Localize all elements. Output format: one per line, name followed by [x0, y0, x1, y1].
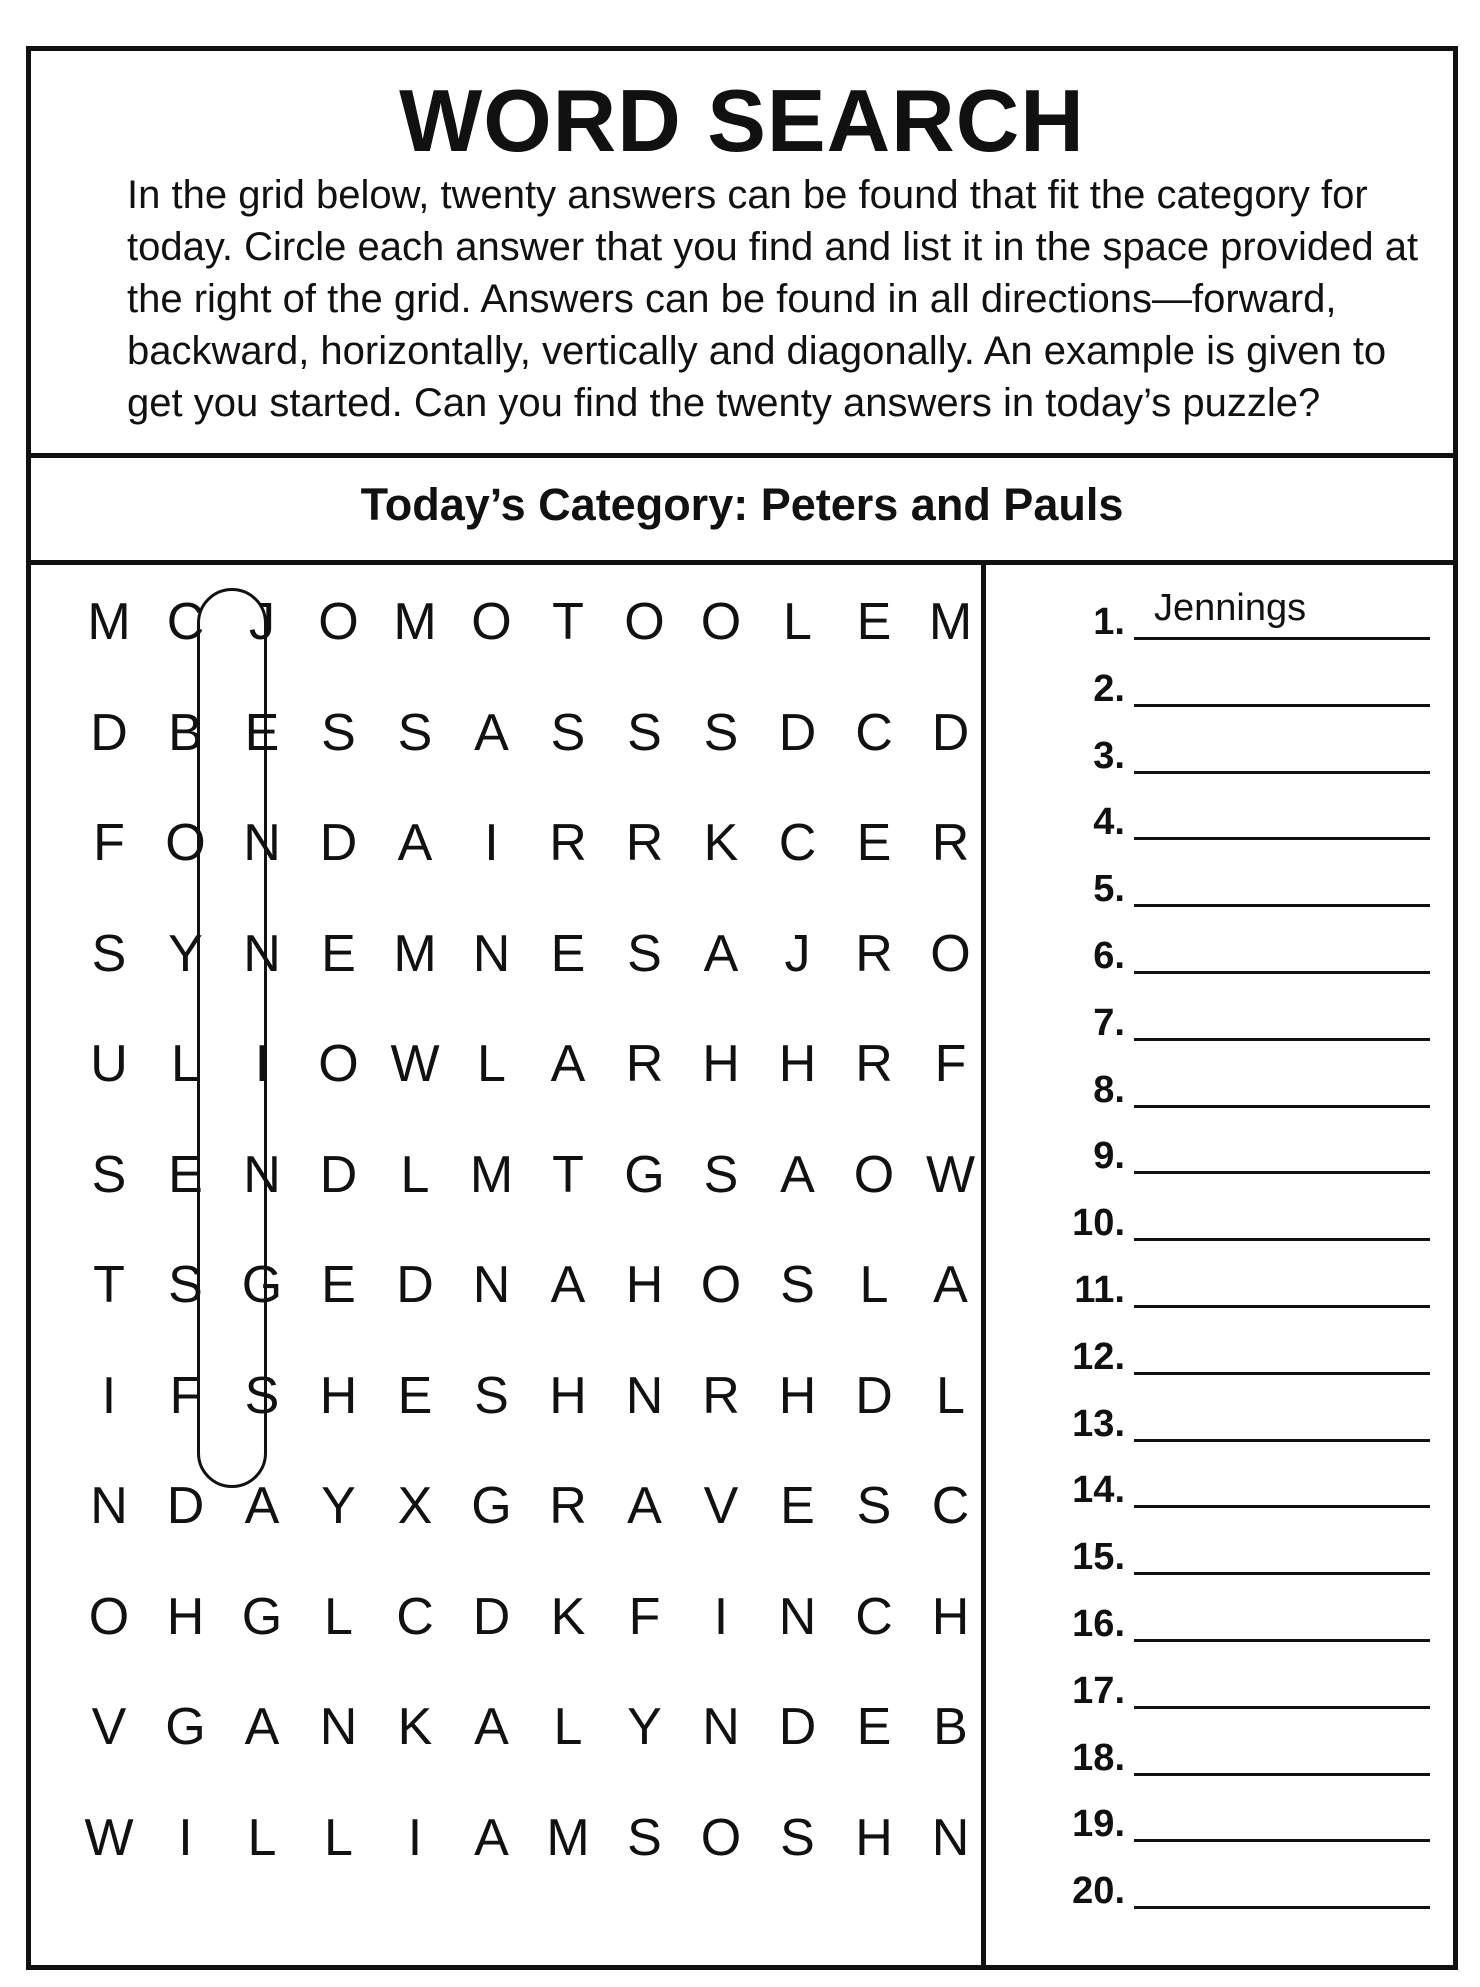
grid-letter[interactable]: A	[550, 1256, 586, 1314]
answer-row	[986, 784, 1453, 844]
grid-letter[interactable]: M	[469, 1145, 514, 1204]
answer-number: 8.	[1093, 1068, 1125, 1111]
grid-letter[interactable]: J	[249, 593, 275, 651]
answer-blank[interactable]	[1134, 1255, 1430, 1308]
answer-number: 5.	[1093, 868, 1125, 911]
grid-letter[interactable]: A	[474, 703, 509, 762]
header-section	[31, 51, 1453, 458]
grid-letter[interactable]: D	[396, 1256, 434, 1314]
grid-letter[interactable]: O	[930, 924, 971, 983]
grid-letter[interactable]: M	[928, 593, 973, 651]
answer-blank[interactable]	[1134, 787, 1430, 840]
grid-letter[interactable]: A	[933, 1256, 968, 1314]
answer-blank[interactable]	[1134, 1455, 1430, 1508]
answer-number: 2.	[1093, 667, 1125, 710]
answer-blank[interactable]	[1134, 1121, 1430, 1174]
answer-row	[986, 1786, 1453, 1846]
grid-letter[interactable]: H	[319, 1366, 358, 1425]
puzzle-frame	[26, 46, 1458, 1970]
grid-letter[interactable]: S	[780, 1808, 815, 1867]
grid-letter[interactable]: N	[243, 814, 281, 872]
grid-letter[interactable]: M	[87, 593, 131, 651]
answer-row	[986, 651, 1453, 711]
grid-letter[interactable]: N	[702, 1698, 740, 1756]
grid-letter[interactable]: I	[254, 1035, 270, 1093]
answer-number: 17.	[1072, 1669, 1125, 1712]
answer-row	[986, 1386, 1453, 1446]
grid-letter[interactable]: I	[484, 814, 499, 872]
grid-letter[interactable]: S	[856, 1477, 892, 1535]
grid-letter[interactable]: I	[407, 1808, 423, 1867]
grid-letter[interactable]: S	[168, 1256, 203, 1314]
grid-letter[interactable]: O	[853, 1145, 895, 1204]
grid-letter[interactable]: R	[549, 1477, 587, 1535]
grid-letter[interactable]: E	[321, 1256, 356, 1314]
grid-letter[interactable]: W	[390, 1035, 440, 1093]
answer-row	[986, 1319, 1453, 1379]
grid-letter[interactable]: A	[780, 1145, 815, 1204]
grid-letter[interactable]: R	[855, 1035, 893, 1093]
grid-letter[interactable]: G	[241, 1256, 283, 1314]
grid-letter[interactable]: G	[471, 1477, 512, 1535]
answer-row	[986, 1252, 1453, 1312]
answer-blank[interactable]	[1134, 1723, 1430, 1776]
grid-letter[interactable]: T	[552, 593, 584, 651]
grid-letter[interactable]: R	[931, 814, 970, 872]
grid-letter[interactable]: Y	[321, 1477, 356, 1535]
grid-letter[interactable]: D	[931, 703, 970, 762]
answer-row	[986, 718, 1453, 778]
grid-letter[interactable]: L	[324, 1808, 353, 1867]
grid-letter[interactable]: S	[780, 1256, 815, 1314]
grid-letter[interactable]: H	[625, 1256, 664, 1314]
grid-letter[interactable]: L	[553, 1698, 583, 1756]
grid-letter[interactable]: D	[90, 703, 128, 762]
answer-number: 15.	[1072, 1536, 1125, 1579]
grid-letter[interactable]: E	[168, 1145, 203, 1204]
grid-letter[interactable]: O	[471, 593, 512, 651]
grid-letter[interactable]: A	[474, 1808, 509, 1867]
answer-row	[986, 1653, 1453, 1713]
grid-letter[interactable]: S	[703, 1145, 739, 1204]
answer-blank[interactable]	[1134, 721, 1430, 774]
example-answer-circle	[197, 588, 267, 1488]
grid-letter[interactable]: L	[783, 593, 812, 651]
grid-letter[interactable]: D	[778, 1698, 817, 1756]
grid-letter[interactable]: A	[474, 1698, 509, 1756]
answer-number: 20.	[1072, 1870, 1125, 1913]
answer-number: 6.	[1093, 935, 1125, 977]
grid-letter[interactable]: B	[168, 703, 203, 762]
answer-blank[interactable]	[1134, 1656, 1430, 1709]
grid-letter[interactable]: R	[549, 814, 587, 872]
grid-letter[interactable]: D	[472, 1587, 511, 1646]
grid-letter[interactable]: F	[934, 1035, 967, 1093]
grid-letter[interactable]: A	[550, 1035, 586, 1093]
grid-letter[interactable]: C	[166, 593, 205, 651]
grid-letter[interactable]: L	[247, 1808, 277, 1867]
grid-letter[interactable]: D	[778, 703, 817, 762]
grid-letter[interactable]: G	[241, 1587, 283, 1646]
grid-letter[interactable]: D	[319, 1145, 358, 1204]
answer-row	[986, 584, 1453, 644]
answer-row	[986, 851, 1453, 911]
grid-letter[interactable]: I	[101, 1366, 117, 1425]
grid-letter[interactable]: O	[624, 593, 665, 651]
answer-list	[986, 560, 1453, 1965]
answer-blank[interactable]	[1134, 1188, 1430, 1241]
answer-row	[986, 1452, 1453, 1512]
answer-blank[interactable]	[1134, 587, 1430, 640]
answer-number: 9.	[1093, 1135, 1125, 1178]
answer-row	[986, 1185, 1453, 1245]
grid-letter[interactable]: E	[856, 1698, 892, 1756]
grid-letter[interactable]: M	[393, 924, 437, 983]
grid-letter[interactable]: T	[552, 1145, 584, 1204]
grid-letter[interactable]: Y	[627, 1698, 662, 1756]
page-title: WORD SEARCH	[399, 71, 1085, 170]
grid-letter[interactable]: K	[397, 1698, 433, 1756]
grid-letter[interactable]: N	[472, 1256, 511, 1314]
answer-number: 12.	[1072, 1335, 1125, 1378]
answer-number: 14.	[1072, 1469, 1125, 1512]
grid-letter[interactable]: O	[318, 1035, 359, 1093]
grid-letter[interactable]: E	[856, 593, 892, 651]
grid-letter[interactable]: R	[625, 1035, 664, 1093]
grid-letter[interactable]: M	[393, 593, 437, 651]
answer-number: 10.	[1072, 1202, 1125, 1245]
grid-letter[interactable]: D	[319, 814, 358, 872]
grid-letter[interactable]: J	[784, 924, 811, 983]
grid-letter[interactable]: K	[703, 814, 739, 872]
grid-letter[interactable]: C	[396, 1587, 434, 1646]
answer-blank[interactable]	[1134, 1789, 1430, 1842]
grid-letter[interactable]: H	[855, 1808, 893, 1867]
grid-letter[interactable]: R	[855, 924, 893, 983]
grid-letter[interactable]: K	[550, 1587, 586, 1646]
grid-letter[interactable]: A	[244, 1477, 280, 1535]
grid-letter[interactable]: C	[855, 1587, 893, 1646]
answer-blank[interactable]	[1134, 921, 1430, 974]
grid-letter[interactable]: H	[549, 1366, 587, 1425]
grid-letter[interactable]: H	[702, 1035, 740, 1093]
answer-number: 18.	[1072, 1736, 1125, 1779]
grid-letter[interactable]: S	[321, 703, 356, 762]
grid-letter[interactable]: A	[397, 814, 433, 872]
letter-grid[interactable]	[31, 560, 981, 1965]
answer-number: 16.	[1072, 1603, 1125, 1645]
grid-letter[interactable]: S	[91, 924, 127, 983]
grid-letter[interactable]: D	[166, 1477, 205, 1535]
grid-letter[interactable]: N	[243, 924, 281, 983]
grid-letter[interactable]: X	[397, 1477, 433, 1535]
grid-letter[interactable]: C	[855, 703, 893, 762]
grid-letter[interactable]: H	[166, 1587, 205, 1646]
grid-letter[interactable]: N	[243, 1145, 281, 1204]
grid-letter[interactable]: E	[321, 924, 356, 983]
grid-letter[interactable]: I	[713, 1587, 729, 1646]
grid-letter[interactable]: A	[703, 924, 739, 983]
grid-letter[interactable]: S	[627, 703, 662, 762]
grid-letter[interactable]: M	[546, 1808, 590, 1867]
answer-blank[interactable]	[1134, 1055, 1430, 1108]
grid-letter[interactable]: S	[397, 703, 433, 762]
grid-letter[interactable]: F	[93, 814, 125, 872]
category-bar	[31, 453, 1453, 565]
grid-letter[interactable]: L	[324, 1587, 353, 1646]
grid-letter[interactable]: E	[856, 814, 892, 872]
grid-letter[interactable]: O	[165, 814, 206, 872]
answer-blank[interactable]	[1134, 1389, 1430, 1442]
answer-number: 4.	[1093, 801, 1125, 844]
grid-letter[interactable]: R	[625, 814, 664, 872]
grid-letter[interactable]: L	[936, 1366, 965, 1425]
grid-letter[interactable]: S	[244, 1366, 280, 1425]
answer-row	[986, 1118, 1453, 1178]
answer-number: 3.	[1093, 734, 1125, 777]
answer-number: 7.	[1093, 1001, 1125, 1044]
grid-letter[interactable]: L	[400, 1145, 430, 1204]
grid-letter[interactable]: N	[931, 1808, 970, 1867]
answer-blank[interactable]	[1134, 1322, 1430, 1375]
grid-letter[interactable]: C	[778, 814, 817, 872]
grid-letter[interactable]: N	[90, 1477, 128, 1535]
grid-letter[interactable]: L	[477, 1035, 506, 1093]
grid-letter[interactable]: E	[397, 1366, 433, 1425]
answer-row	[986, 1720, 1453, 1780]
grid-letter[interactable]: S	[627, 924, 662, 983]
grid-letter[interactable]: C	[931, 1477, 970, 1535]
answer-blank[interactable]	[1134, 1856, 1430, 1909]
answer-number: 13.	[1072, 1402, 1125, 1445]
grid-letter[interactable]: F	[628, 1587, 661, 1646]
answer-blank[interactable]	[1134, 654, 1430, 707]
grid-letter[interactable]: N	[778, 1587, 817, 1646]
grid-letter[interactable]: O	[700, 1256, 742, 1314]
answer-number: 11.	[1074, 1269, 1125, 1311]
answer-blank[interactable]	[1134, 988, 1430, 1041]
grid-letter[interactable]: S	[627, 1808, 662, 1867]
grid-letter[interactable]: D	[855, 1366, 893, 1425]
grid-letter[interactable]: E	[550, 924, 586, 983]
answer-row	[986, 1853, 1453, 1913]
grid-letter[interactable]: N	[625, 1366, 664, 1425]
grid-letter[interactable]: T	[93, 1256, 125, 1314]
answer-number: 1.	[1093, 601, 1125, 643]
instructions-text: In the grid below, twenty answers can be found that fit the category for today. Circle each answer that you find and list it in the space provided at the right of the grid. Answers can be found in all directions—forward, backward, horizontally, vertically and diagonally. An example is given to get you started. Can you find the twenty answers in today’s puzzle?	[127, 173, 1419, 425]
grid-letter[interactable]: E	[244, 703, 280, 762]
answer-text: Jennings	[1154, 587, 1307, 629]
grid-letter[interactable]: L	[859, 1256, 889, 1314]
grid-letter[interactable]: B	[933, 1698, 968, 1756]
grid-letter[interactable]: U	[90, 1035, 128, 1093]
grid-letter[interactable]: S	[91, 1145, 127, 1204]
grid-letter[interactable]: A	[244, 1698, 280, 1756]
grid-letter[interactable]: H	[931, 1587, 970, 1646]
answer-blank[interactable]	[1134, 1589, 1430, 1642]
grid-letter[interactable]: A	[627, 1477, 662, 1535]
grid-letter[interactable]: G	[624, 1145, 665, 1204]
grid-letter[interactable]: E	[780, 1477, 815, 1535]
answer-row	[986, 1519, 1453, 1579]
grid-letter[interactable]: N	[319, 1698, 358, 1756]
answer-row	[986, 1586, 1453, 1646]
grid-letter[interactable]: I	[178, 1808, 193, 1867]
grid-letter[interactable]: F	[169, 1366, 202, 1425]
answer-row	[986, 918, 1453, 978]
grid-letter[interactable]: V	[703, 1477, 739, 1535]
grid-letter[interactable]: S	[703, 703, 739, 762]
answer-number: 19.	[1072, 1803, 1125, 1846]
grid-letter[interactable]: O	[318, 593, 359, 651]
grid-letter[interactable]: V	[91, 1698, 127, 1756]
grid-letter[interactable]: W	[84, 1808, 134, 1867]
category-label: Today’s Category: Peters and Pauls	[360, 479, 1124, 530]
grid-letter[interactable]: O	[700, 1808, 742, 1867]
grid-letter[interactable]: Y	[168, 924, 203, 983]
grid-letter[interactable]: R	[702, 1366, 740, 1425]
answer-row	[986, 985, 1453, 1045]
answer-row	[986, 1052, 1453, 1112]
grid-letter[interactable]: O	[88, 1587, 130, 1646]
grid-letter[interactable]: O	[700, 593, 742, 651]
answer-blank[interactable]	[1134, 854, 1430, 907]
grid-letter[interactable]: G	[165, 1698, 206, 1756]
grid-letter[interactable]: L	[171, 1035, 200, 1093]
grid-letter[interactable]: S	[474, 1366, 509, 1425]
letter-grid-area	[31, 560, 986, 1965]
grid-letter[interactable]: S	[550, 703, 586, 762]
grid-letter[interactable]: N	[472, 924, 511, 983]
answer-blank[interactable]	[1134, 1522, 1430, 1575]
grid-letter[interactable]: H	[778, 1366, 817, 1425]
grid-letter[interactable]: W	[925, 1145, 976, 1204]
grid-letter[interactable]: H	[778, 1035, 817, 1093]
